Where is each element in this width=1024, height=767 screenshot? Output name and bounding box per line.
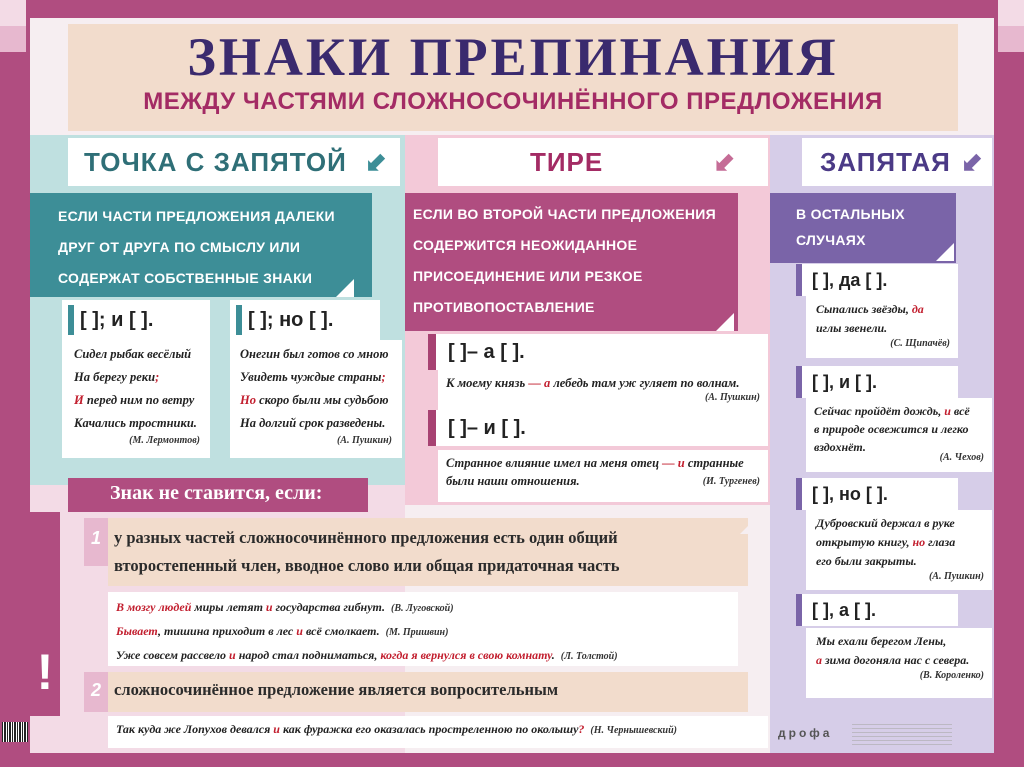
corner-square [0, 26, 26, 52]
formula-box: [ ]– и [ ]. [428, 410, 768, 446]
formula-box: [ ]; но [ ]. [230, 300, 380, 340]
corner-square [998, 0, 1024, 26]
example-box: Сыпались звёзды, да иглы звенели. (С. Щипачёв) [806, 296, 958, 358]
formula-box: [ ], а [ ]. [796, 594, 958, 626]
example-box: Так куда же Лопухов девался и как фуражка его оказалась простреленною по околышу? (Н. Чернышевский) [108, 716, 768, 748]
dash-rule: ЕСЛИ ВО ВТОРОЙ ЧАСТИ ПРЕДЛОЖЕНИЯ СОДЕРЖИТСЯ НЕОЖИДАННОЕ ПРИСОЕДИНЕНИЕ ИЛИ РЕЗКОЕ ПРОТИВОПОСТАВЛЕНИЕ [405, 193, 738, 331]
formula-box: [ ]– а [ ]. [428, 334, 768, 370]
exclamation-icon: ! [36, 644, 54, 700]
example-box: К моему князь — а лебедь там уж гуляет по волнам. (А. Пушкин) [438, 370, 768, 410]
page-fold-icon [716, 313, 734, 331]
page-fold-icon [336, 279, 354, 297]
example-box: Странное влияние имел на меня отец — и странные были наши отношения. (И. Тургенев) [438, 450, 768, 502]
formula-box: [ ], да [ ]. [796, 264, 958, 296]
arrow-down-left-icon: ⬋ [713, 146, 737, 177]
dash-heading: ТИРЕ ⬋ [438, 138, 768, 186]
page-fold-icon [936, 243, 954, 261]
example-box: Онегин был готов со мною Увидеть чуждые страны; Но скоро были мы судьбою На долгий срок разведены. (А. Пушкин) [230, 340, 402, 458]
arrow-down-left-icon: ⬋ [960, 146, 984, 177]
example-box: В мозгу людей миры летят и государства гибнут. (В. Луговской) Бывает, тишина приходит в лес и всё смолкает. (М. Пришвин) Уже совсем рассвело и народ стал подниматься, когда я вернулся в свою комнату. (Л. Толстой) [108, 592, 738, 666]
semicolon-rule: ЕСЛИ ЧАСТИ ПРЕДЛОЖЕНИЯ ДАЛЕКИ ДРУГ ОТ ДРУГА ПО СМЫСЛУ ИЛИ СОДЕРЖАТ СОБСТВЕННЫЕ ЗНАКИ [30, 193, 372, 297]
page-title: ЗНАКИ ПРЕПИНАНИЯ [187, 27, 839, 87]
comma-rule: В ОСТАЛЬНЫХ СЛУЧАЯХ [770, 193, 956, 263]
formula-box: [ ]; и [ ]. [62, 300, 210, 340]
example-box: Дубровский держал в руке открытую книгу, но глаза его были закрыты. (А. Пушкин) [806, 510, 992, 590]
publisher-details [852, 724, 952, 748]
example-box: Мы ехали берегом Лены, а зима догоняла нас с севера. (В. Короленко) [806, 628, 992, 698]
comma-heading: ЗАПЯТАЯ ⬋ [802, 138, 992, 186]
corner-square [0, 0, 26, 26]
formula-box: [ ], но [ ]. [796, 478, 958, 510]
page-subtitle: МЕЖДУ ЧАСТЯМИ СЛОЖНОСОЧИНЁННОГО ПРЕДЛОЖЕНИЯ [143, 88, 883, 115]
no-sign-rule-1: у разных частей сложносочинённого предложения есть один общий второстепенный член, вводное слово или общая придаточная часть [108, 518, 748, 586]
arrow-down-left-icon: ⬋ [364, 146, 388, 177]
page-fold-icon [740, 510, 764, 534]
no-sign-rule-2: сложносочинённое предложение является вопросительным [108, 672, 748, 712]
example-box: Сидел рыбак весёлый На берегу реки; И перед ним по ветру Качались тростники. (М. Лермонтов) [62, 340, 210, 458]
formula-box: [ ], и [ ]. [796, 366, 958, 398]
example-box: Сейчас пройдёт дождь, и всё в природе освежится и легко вздохнёт. (А. Чехов) [806, 398, 992, 472]
corner-square [998, 26, 1024, 52]
rule-number: 2 [84, 672, 108, 712]
no-sign-heading: Знак не ставится, если: [68, 478, 368, 512]
publisher-logo: дрофа [778, 726, 833, 740]
semicolon-heading: ТОЧКА С ЗАПЯТОЙ ⬋ [68, 138, 400, 186]
barcode-icon [2, 722, 28, 742]
rule-number: 1 [84, 518, 108, 566]
